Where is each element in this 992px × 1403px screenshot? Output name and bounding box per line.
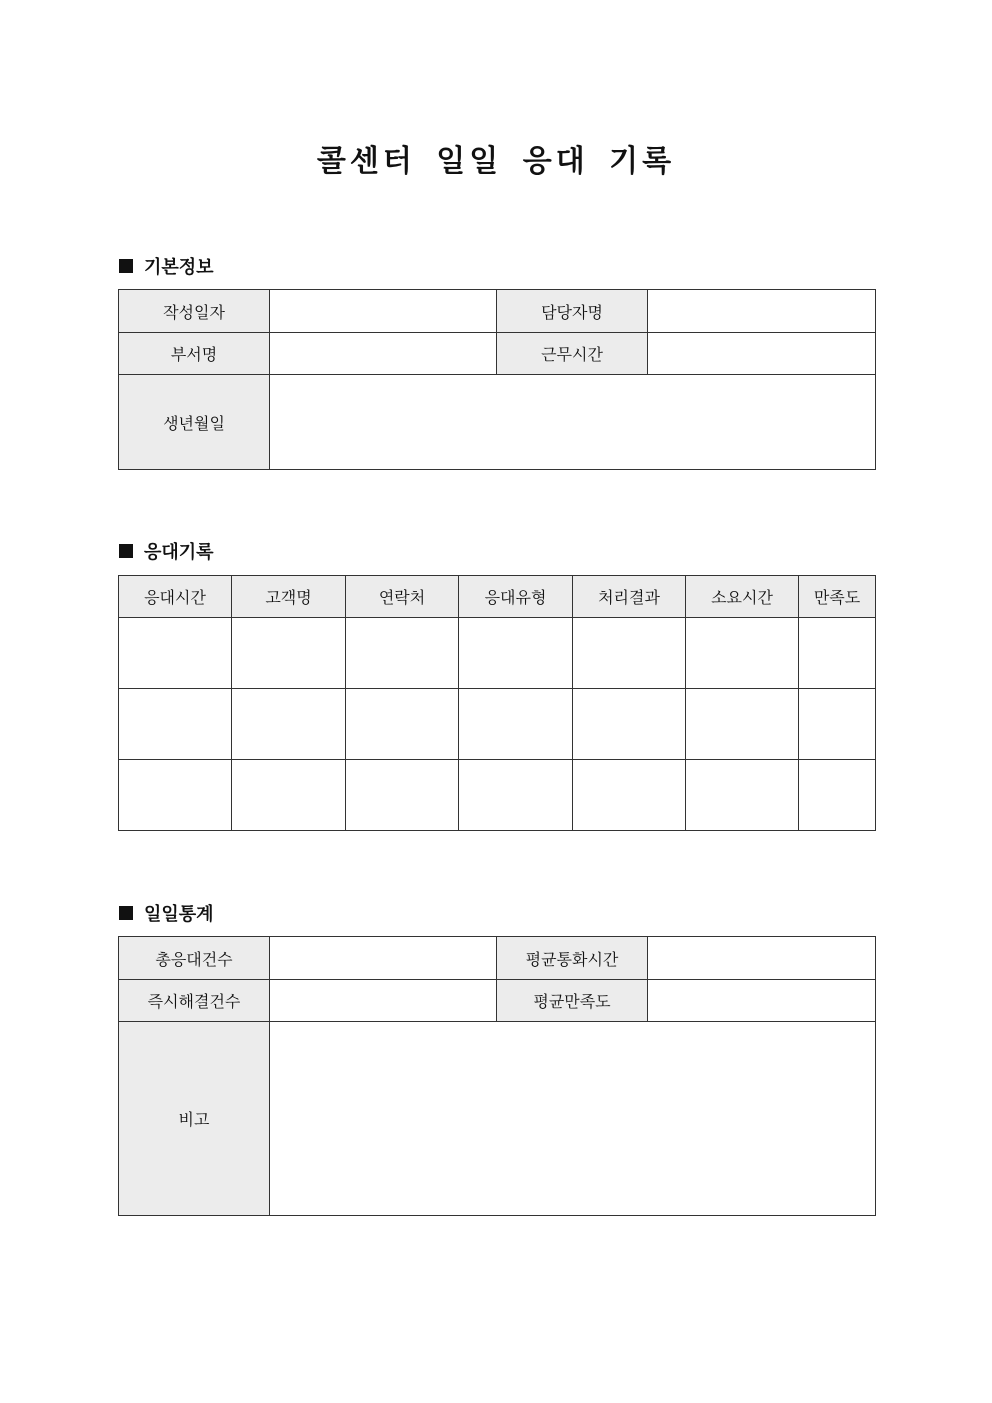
field-work-hours[interactable] [648,333,876,375]
table-cell[interactable] [686,618,799,689]
daily-stats-table [118,936,876,1216]
column-header: 처리결과 [573,576,686,618]
label-remarks: 비고 [119,1022,270,1216]
column-header: 고객명 [232,576,346,618]
column-header: 응대시간 [119,576,232,618]
field-date[interactable] [270,290,497,333]
document-title: 콜센터 일일 응대 기록 [316,144,676,179]
table-cell[interactable] [119,618,232,689]
table-cell[interactable] [459,689,573,760]
table-cell[interactable] [232,618,346,689]
table-cell[interactable] [686,760,799,831]
square-bullet-icon [119,906,133,920]
table-cell[interactable] [119,760,232,831]
label-immediate-resolved: 즉시해결건수 [119,980,270,1022]
table-row [119,689,876,760]
field-birthdate[interactable] [270,375,876,470]
field-manager[interactable] [648,290,876,333]
table-row [119,760,876,831]
label-birthdate: 생년월일 [119,375,270,470]
table-cell[interactable] [799,760,876,831]
table-cell[interactable] [799,689,876,760]
table-cell[interactable] [686,689,799,760]
column-header: 응대유형 [459,576,573,618]
field-immediate-resolved[interactable] [270,980,497,1022]
label-date: 작성일자 [119,290,270,333]
basic-info-table [118,289,876,470]
label-department: 부서명 [119,333,270,375]
column-header: 만족도 [799,576,876,618]
section-heading-label: 일일통계 [144,904,214,925]
label-work-hours: 근무시간 [497,333,648,375]
label-total-calls: 총응대건수 [119,937,270,980]
column-header: 소요시간 [686,576,799,618]
table-cell[interactable] [799,618,876,689]
table-cell[interactable] [573,689,686,760]
label-avg-satisfaction: 평균만족도 [497,980,648,1022]
label-manager: 담당자명 [497,290,648,333]
table-cell[interactable] [346,689,459,760]
table-cell[interactable] [346,760,459,831]
label-avg-call-time: 평균통화시간 [497,937,648,980]
field-avg-satisfaction[interactable] [648,980,876,1022]
table-cell[interactable] [119,689,232,760]
square-bullet-icon [119,259,133,273]
square-bullet-icon [119,544,133,558]
table-cell[interactable] [573,760,686,831]
section-heading-basic-info [119,253,214,279]
table-cell[interactable] [459,618,573,689]
section-heading-label: 기본정보 [144,257,214,278]
table-cell[interactable] [459,760,573,831]
column-header: 연락처 [346,576,459,618]
section-heading-label: 응대기록 [144,542,214,563]
section-heading-records [119,538,214,564]
field-department[interactable] [270,333,497,375]
table-row [119,618,876,689]
table-cell[interactable] [573,618,686,689]
table-cell[interactable] [232,689,346,760]
table-cell[interactable] [232,760,346,831]
table-cell[interactable] [346,618,459,689]
section-heading-daily-stats [119,900,214,926]
field-total-calls[interactable] [270,937,497,980]
field-avg-call-time[interactable] [648,937,876,980]
records-table [118,575,876,831]
field-remarks[interactable] [270,1022,876,1216]
